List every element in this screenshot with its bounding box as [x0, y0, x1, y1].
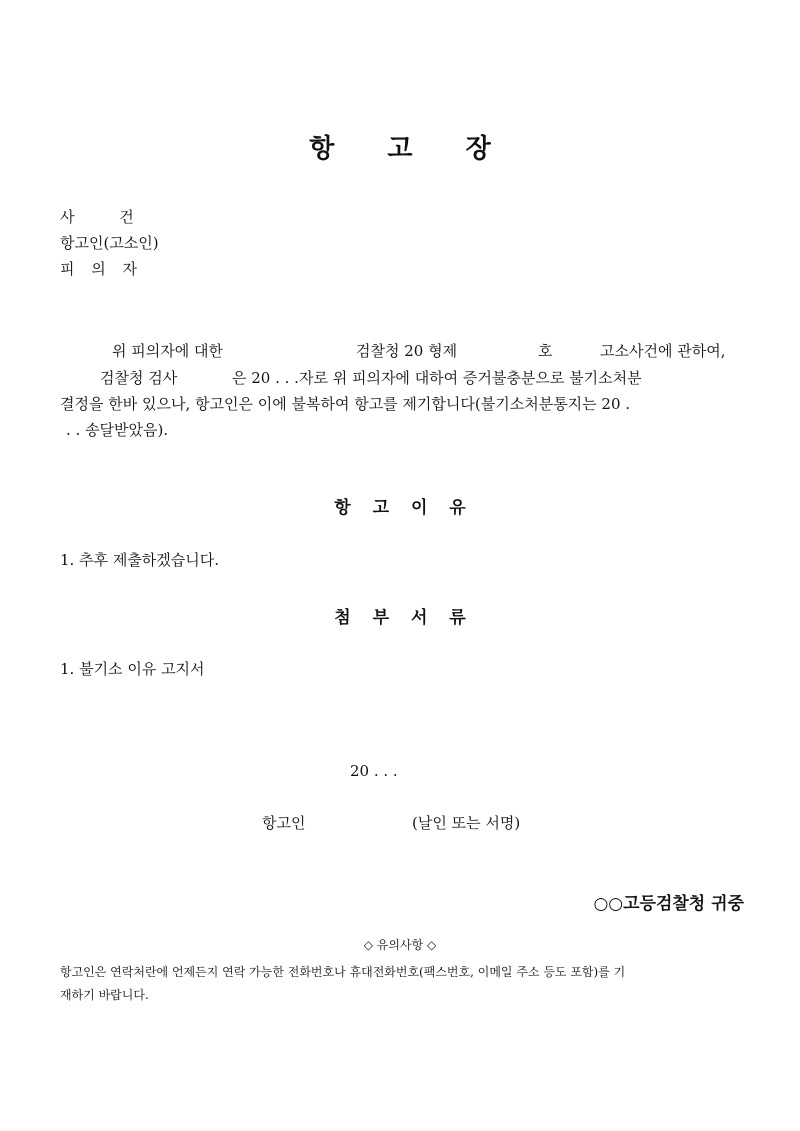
notice-line-2: 재하기 바랍니다.	[60, 988, 149, 1002]
attachment-item: 1. 불기소 이유 고지서	[60, 660, 205, 678]
reason-item: 1. 추후 제출하겠습니다.	[60, 551, 220, 569]
body-line-1b: 검찰청 20 형제	[356, 342, 458, 360]
signature-label: 항고인	[262, 814, 306, 832]
recipient: ○○고등검찰청 귀중	[593, 894, 744, 914]
field-suspect	[60, 258, 137, 279]
field-suspect-label: 피 의 자	[60, 260, 138, 278]
body-line-3: 결정을 한바 있으나, 항고인은 이에 불복하여 항고를 제기합니다(불기소처분통지는 20 .	[60, 395, 631, 413]
body-line-2a: 검찰청 검사	[100, 369, 178, 387]
field-case-label: 사 건	[60, 208, 134, 226]
document-title: 항 고 장	[309, 134, 513, 164]
field-case	[60, 206, 134, 227]
attachment-heading: 첨 부 서 류	[334, 608, 474, 628]
field-appellant	[60, 232, 159, 253]
date-line: 20 . . .	[350, 762, 398, 780]
body-line-1a: 위 피의자에 대한	[112, 342, 223, 360]
field-appellant-label: 항고인(고소인)	[60, 234, 159, 252]
body-line-1c: 호	[538, 342, 553, 360]
body-line-1d: 고소사건에 관하여,	[600, 342, 726, 360]
body-line-2b: 은 20 . . .자로 위 피의자에 대하여 증거불충분으로 불기소처분	[232, 369, 642, 387]
body-line-4: . . 송달받았음).	[66, 421, 169, 439]
reason-heading: 항 고 이 유	[334, 498, 474, 518]
notice-line-1: 항고인은 연락처란에 언제든지 연락 가능한 전화번호나 휴대전화번호(팩스번호, 이메일 주소 등도 포함)를 기	[60, 965, 626, 979]
notice-title: ◇ 유의사항 ◇	[363, 938, 437, 952]
signature-note: (날인 또는 서명)	[412, 814, 521, 832]
